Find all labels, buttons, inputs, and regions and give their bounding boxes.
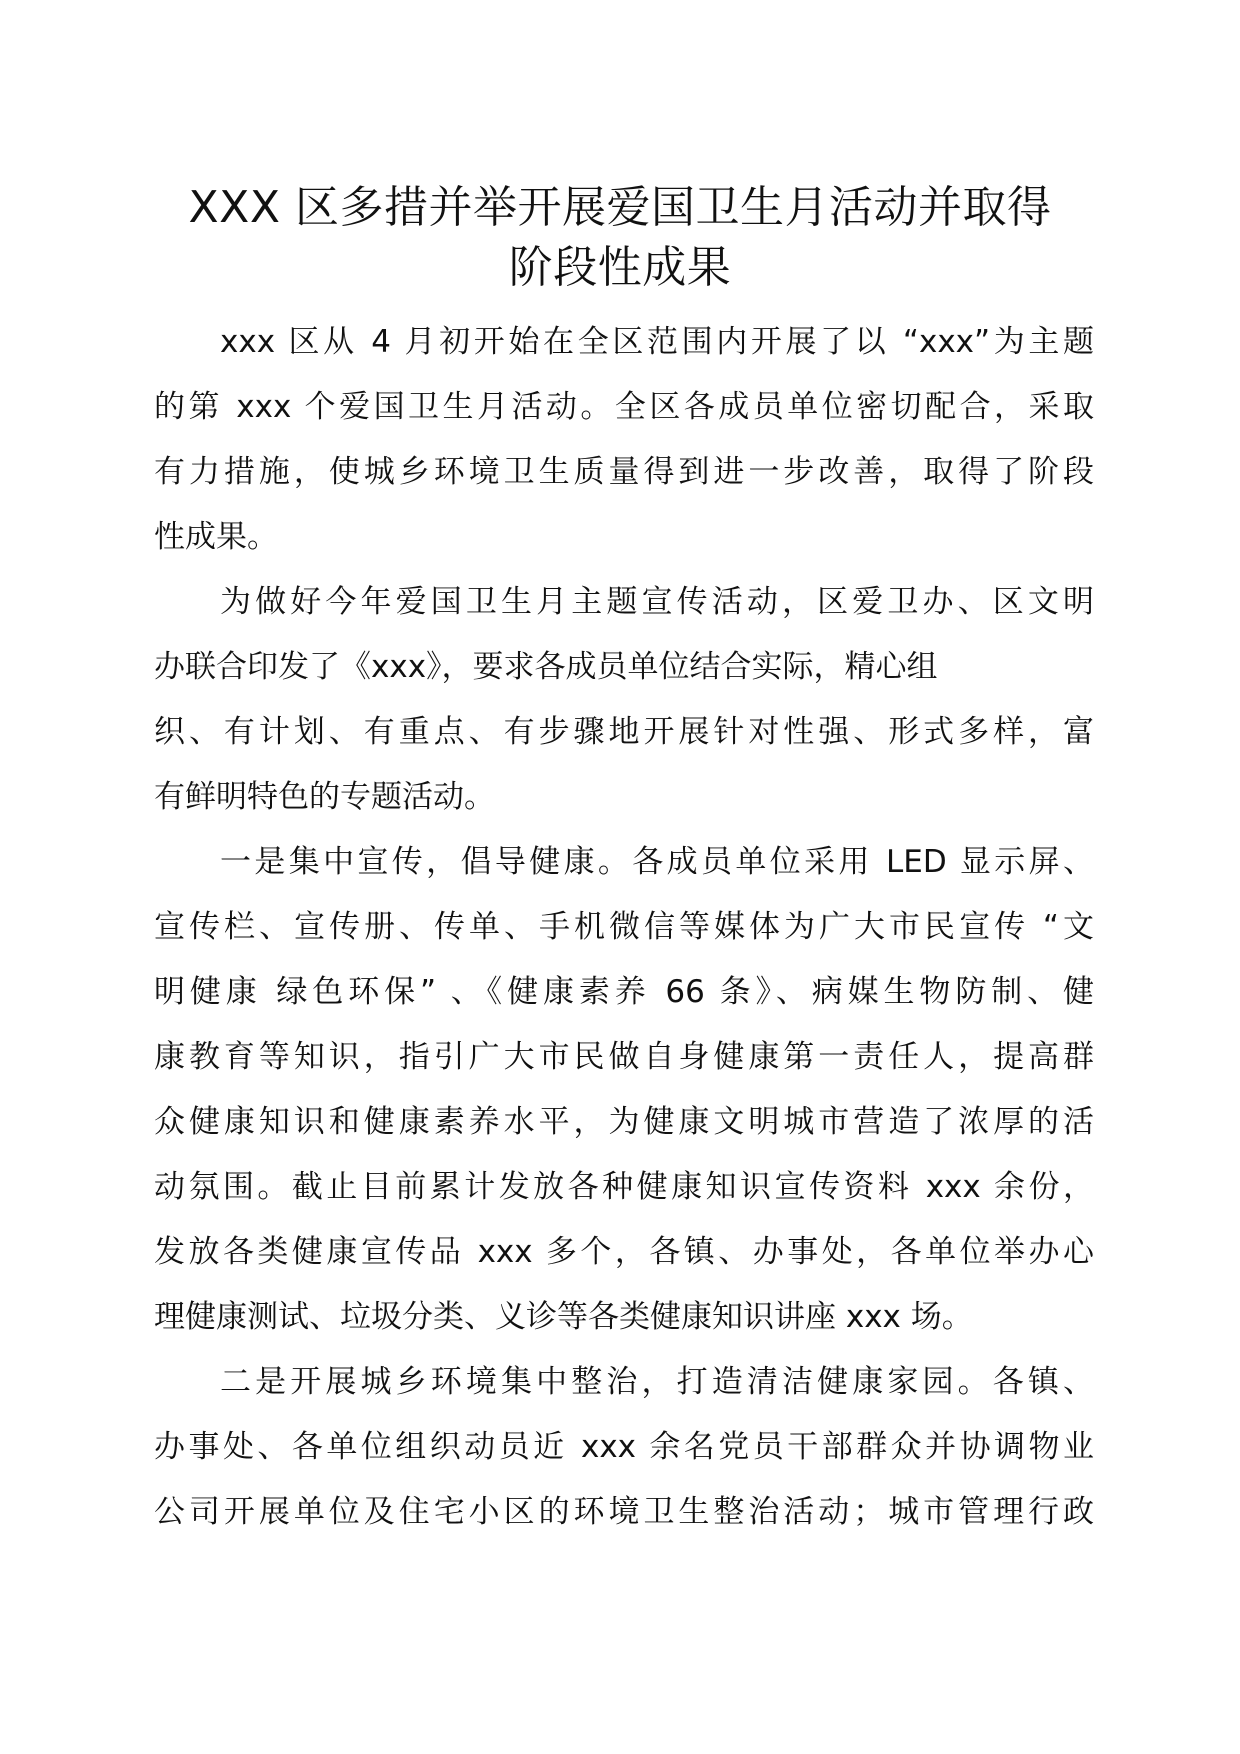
paragraph-line: 动氛围。截止目前累计发放各种健康知识宣传资料 xxx 余份，	[154, 1169, 1094, 1205]
paragraph-line: 二是开展城乡环境集中整治，打造清洁健康家园。各镇、	[220, 1364, 1094, 1400]
title-line-2: 阶段性成果	[508, 242, 732, 293]
paragraph-line: 有鲜明特色的专题活动。	[154, 779, 495, 815]
paragraph-line: xxx 区从 4 月初开始在全区范围内开展了以 “xxx”为主题	[220, 324, 1094, 360]
title-line-1: XXX 区多措并举开展爱国卫生月活动并取得	[188, 182, 1052, 233]
paragraph-2	[154, 570, 1094, 830]
paragraph-line: 宣传栏、宣传册、传单、手机微信等媒体为广大市民宣传 “文	[154, 909, 1094, 945]
paragraph-line: 有力措施，使城乡环境卫生质量得到进一步改善，取得了阶段	[154, 454, 1094, 490]
paragraph-line: 理健康测试、垃圾分类、义诊等各类健康知识讲座 xxx 场。	[154, 1299, 973, 1335]
paragraph-line: 康教育等知识，指引广大市民做自身健康第一责任人，提高群	[154, 1039, 1094, 1075]
document-body	[154, 310, 1094, 1545]
paragraph-3	[154, 830, 1094, 1350]
paragraph-line: 办事处、各单位组织动员近 xxx 余名党员干部群众并协调物业	[154, 1429, 1094, 1465]
paragraph-line: 为做好今年爱国卫生月主题宣传活动，区爱卫办、区文明	[220, 584, 1094, 620]
paragraph-1	[154, 310, 1094, 570]
paragraph-line: 公司开展单位及住宅小区的环境卫生整治活动；城市管理行政	[154, 1494, 1094, 1530]
paragraph-line: 明健康 绿色环保” 、《健康素养 66 条》、病媒生物防制、健	[154, 974, 1094, 1010]
paragraph-line: 织、有计划、有重点、有步骤地开展针对性强、形式多样，富	[154, 714, 1094, 750]
paragraph-line: 一是集中宣传，倡导健康。各成员单位采用 LED 显示屏、	[220, 844, 1094, 880]
paragraph-line: 众健康知识和健康素养水平，为健康文明城市营造了浓厚的活	[154, 1104, 1094, 1140]
paragraph-line: 性成果。	[154, 519, 278, 555]
paragraph-line: 办联合印发了《xxx》，要求各成员单位结合实际，精心组	[154, 649, 938, 685]
paragraph-4	[154, 1350, 1094, 1545]
document-title	[150, 178, 1090, 298]
paragraph-line: 的第 xxx 个爱国卫生月活动。全区各成员单位密切配合，采取	[154, 389, 1094, 425]
paragraph-line: 发放各类健康宣传品 xxx 多个，各镇、办事处，各单位举办心	[154, 1234, 1094, 1270]
